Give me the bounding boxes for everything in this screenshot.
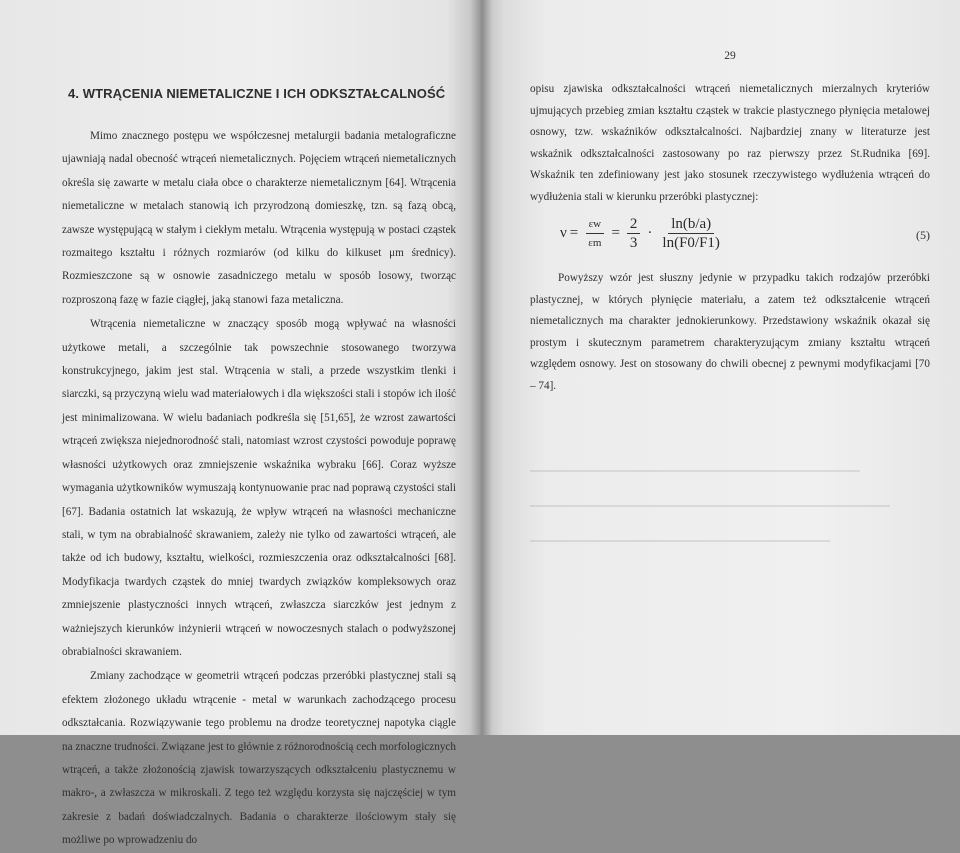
right-page [480, 0, 960, 735]
bleed-through-line [530, 540, 830, 542]
strain-denominator: εm [588, 237, 602, 249]
right-paragraph-1: opisu zjawiska odkształcalności wtrąceń niemetalicznych mierzalnych kryteriów ujmujących przebieg zmian kształtu cząstek w trakcie plastycznego płynięcia metalowej osnowy, tzw. wskaźników odkształcalności. Najbardziej znany w literaturze jest wskaźnik odkształcalności zastosowany po raz pierwszy przez St.Rudnika [69]. Wskaźnik ten zdefiniowany jest jako stosunek rzeczywistego wydłużenia wtrąceń do wydłużenia stali w kierunku przeróbki plastycznej: [530, 83, 930, 203]
formula-lhs: ν [560, 225, 567, 241]
log-denominator: ln(F0/F1) [662, 235, 720, 251]
left-paragraph-2: Wtrącenia niemetaliczne w znaczący sposób mogą wpływać na własności użytkowe metali, a szczególnie tak powszechnie stosowanego tworzywa konstrukcyjnego, jakim jest stal. Wtrącenia w stali, a przede wszystkim tlenki i siarczki, są przyczyną wielu wad materiałowych i dla większości stali i stopów ich ilość jest minimalizowana. W wielu badaniach podkreśla się [51,65], że wzrost zawartości wtrąceń zwiększa niejednorodność stali, natomiast wzrost czystości powoduje poprawę własności użytkowych oraz zmniejszenie wskaźnika wybraku [66]. Coraz wyższe wymagania użytkowników wymuszają kontynuowanie prac nad poprawą czystości stali [67]. Badania ostatnich lat wskazują, że wpływ wtrąceń na własności mechaniczne stali, w tym na obrabialność skrawaniem, zależy nie tylko od zawartości wtrąceń, ale także od ich budowy, kształtu, wielkości, rozmieszczenia oraz odkształcalności [68]. Modyfikacja twardych cząstek do mniej twardych związków kompleksowych oraz zmniejszenie plastyczności innych wtrąceń, zwłaszcza siarczków jest jednym z ważniejszych kierunków inżynierii wtrąceń w nowoczesnych stalach o podwyższonej obrabialności skrawaniem. [62, 318, 456, 658]
log-ratio-fraction [659, 216, 723, 251]
equals-sign-2: = [611, 225, 620, 241]
book-gutter-shadow [470, 0, 492, 735]
bleed-through-line [530, 505, 890, 507]
chapter-title: 4. WTRĄCENIA NIEMETALICZNE I ICH ODKSZTAŁCALNOŚĆ [68, 86, 446, 101]
page-number: 29 [724, 50, 736, 62]
bleed-through-line [530, 470, 860, 472]
log-numerator: ln(b/a) [668, 216, 714, 234]
strain-numerator: εw [586, 216, 605, 234]
left-paragraph-3: Zmiany zachodzące w geometrii wtrąceń podczas przeróbki plastycznej stali są efektem złożonego układu wtrącenie - metal w warunkach zachodzącego procesu odkształcania. Rozwiązywanie tego problemu na drodze teoretycznej napotyka ciągle na znaczne trudności. Związane jest to głównie z różnorodnością cech morfologicznych wtrąceń, a także złożonością zjawisk towarzyszących odkształceniu plastycznemu w makro-, a zwłaszcza w mikroskali. Z tego też względu korzysta się najczęściej w tym zakresie z badań doświadczalnych. Badania o charakterze ilościowym stały się możliwe po wprowadzeniu do [62, 670, 456, 847]
multiply-dot: · [647, 225, 653, 241]
coefficient-numerator: 2 [627, 216, 641, 234]
coefficient-denominator: 3 [629, 235, 638, 251]
left-paragraph-1: Mimo znacznego postępu we współczesnej metalurgii badania metalograficzne ujawniają nadal obecność wtrąceń niemetalicznych. Pojęciem wtrąceń niemetalicznych określa się zawarte w metalu ciała obce o charakterze niemetalicznym [64]. Wtrącenia niemetaliczne w metalach stanowią ich przyrodzoną domieszkę, tzn. są fazą obcą, zawsze występującą w stałym i ciekłym metalu. Wtrącenia występują w postaci cząstek rozmaitego kształtu i różnych rozmiarów (od kilku do kilkuset μm średnicy). Rozmieszczone są w osnowie zasadniczego metalu w sposób losowy, tworząc rozproszoną fazę w fazie ciągłej, jaką stanowi faza metaliczna. [62, 130, 456, 306]
formula-block [530, 212, 930, 262]
equation-number: (5) [916, 228, 930, 242]
right-paragraph-2: Powyższy wzór jest słuszny jedynie w przypadku takich rodzajów przeróbki plastycznej, w których płynięcie materiału, a zatem też odkształcenie wtrąceń niemetalicznych ma charakter jednokierunkowy. Przedstawiony wskaźnik okazał się prostym i skutecznym parametrem charakteryzującym zmiany kształtu wtrąceń względem osnowy. Jest on stosowany do chwili obecnej z pewnymi modyfikacjami [70 – 74]. [530, 272, 930, 392]
coefficient-fraction [627, 216, 641, 251]
equals-sign-1: = [569, 225, 579, 241]
deformability-formula [560, 216, 727, 251]
left-page [0, 0, 480, 847]
strain-ratio-fraction [585, 216, 604, 251]
